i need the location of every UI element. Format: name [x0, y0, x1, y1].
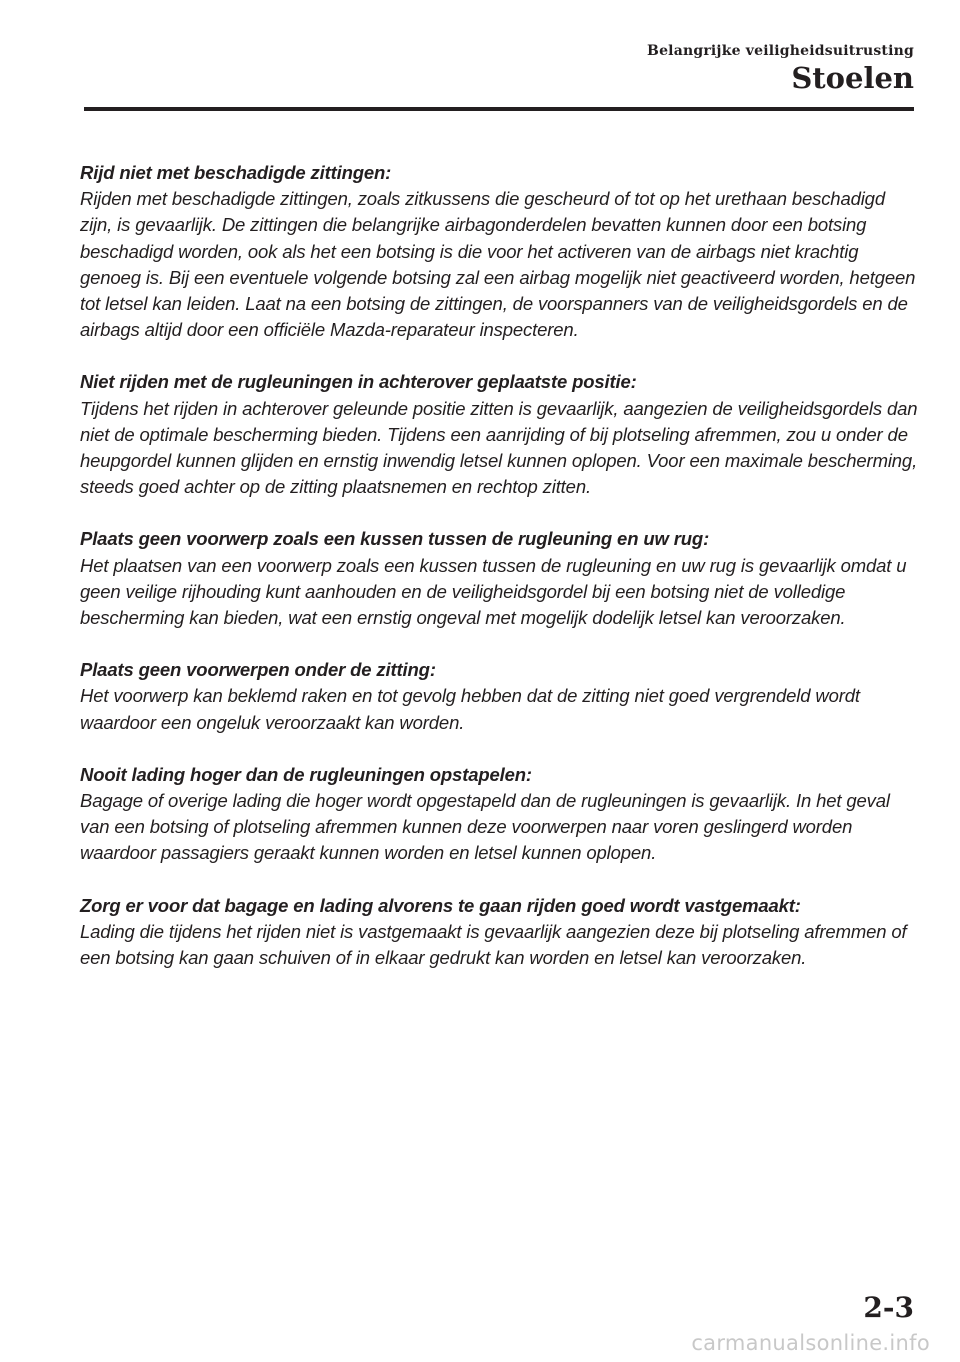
warning-heading: Zorg er voor dat bagage en lading alvorens te gaan rijden goed wordt vastgemaakt:: [80, 894, 801, 916]
warning-heading: Nooit lading hoger dan de rugleuningen opstapelen:: [80, 763, 532, 785]
warning-text: Het voorwerp kan beklemd raken en tot gevolg hebben dat de zitting niet goed vergrendeld wordt waardoor een ongeluk veroorzaakt kan worden.: [80, 685, 860, 733]
warning-text: Bagage of overige lading die hoger wordt opgestapeld dan de rugleuningen is gevaarlijk. In het geval van een botsing of plotseling afremmen kunnen deze voorwerpen naar voren geslingerd worden waardoor passagiers geraakt kunnen worden en letsel kunnen oplopen.: [80, 790, 890, 864]
warning-block: [80, 657, 918, 736]
warning-text: Lading die tijdens het rijden niet is vastgemaakt is gevaarlijk aangezien deze bij plotseling afremmen of een botsing kan gaan schuiven of in elkaar gedrukt kan worden en letsel kan veroorzaken.: [80, 920, 907, 969]
section-title: Belangrijke veiligheidsuitrusting: [647, 43, 914, 59]
warning-text: Tijdens het rijden in achterover geleunde positie zitten is gevaarlijk, aangezien de veiligheidsgordels dan niet de optimale bescherming bieden. Tijdens een aanrijding of bij plotseling afremmen, zou u onder de heupgordel kunnen glijden en ernstig inwendig letsel kunnen oplopen. Voor een maximale bescherming, steeds goed achter op de zitting plaatsnemen en rechtop zitten.: [80, 397, 918, 498]
warning-block: [80, 369, 918, 500]
warning-block: [80, 762, 918, 867]
warning-block: [80, 893, 918, 972]
warning-block: [80, 160, 918, 343]
warning-heading: Rijd niet met beschadigde zittingen:: [80, 162, 392, 183]
page-title: Stoelen: [791, 61, 914, 95]
warning-heading: Plaats geen voorwerp zoals een kussen tussen de rugleuning en uw rug:: [80, 528, 710, 550]
warning-text: Het plaatsen van een voorwerp zoals een kussen tussen de rugleuning en uw rug is gevaarlijk omdat u geen veilige rijhouding kunt aanhouden en de veiligheidsgordel bij een botsing niet de volledige bescherming kan bieden, wat een ernstig ongeval met mogelijk dodelijk letsel kan veroorzaken.: [80, 554, 907, 629]
warning-block: [80, 526, 918, 631]
warning-text: Rijden met beschadigde zittingen, zoals zitkussens die gescheurd of tot op het urethaan beschadigd zijn, is gevaarlijk. De zittingen die belangrijke airbagonderdelen bevatten kunnen door een botsing beschadigd worden, ook als het een botsing is die voor het activeren van de airbags niet krachtig genoeg is. Bij een eventuele volgende botsing zal een airbag mogelijk niet geactiveerd worden, hetgeen tot letsel kan leiden. Laat na een botsing de zittingen, de voorspanners van de veiligheidsgordels en de airbags altijd door een officiële Mazda-reparateur inspecteren.: [80, 188, 916, 341]
warning-content: [80, 160, 918, 997]
header-divider: [84, 107, 914, 111]
warning-heading: Plaats geen voorwerpen onder de zitting:: [80, 659, 436, 681]
warning-heading: Niet rijden met de rugleuningen in achterover geplaatste positie:: [80, 371, 637, 393]
page-number: 2-3: [863, 1291, 914, 1324]
watermark: carmanualsonline.info: [691, 1331, 930, 1355]
